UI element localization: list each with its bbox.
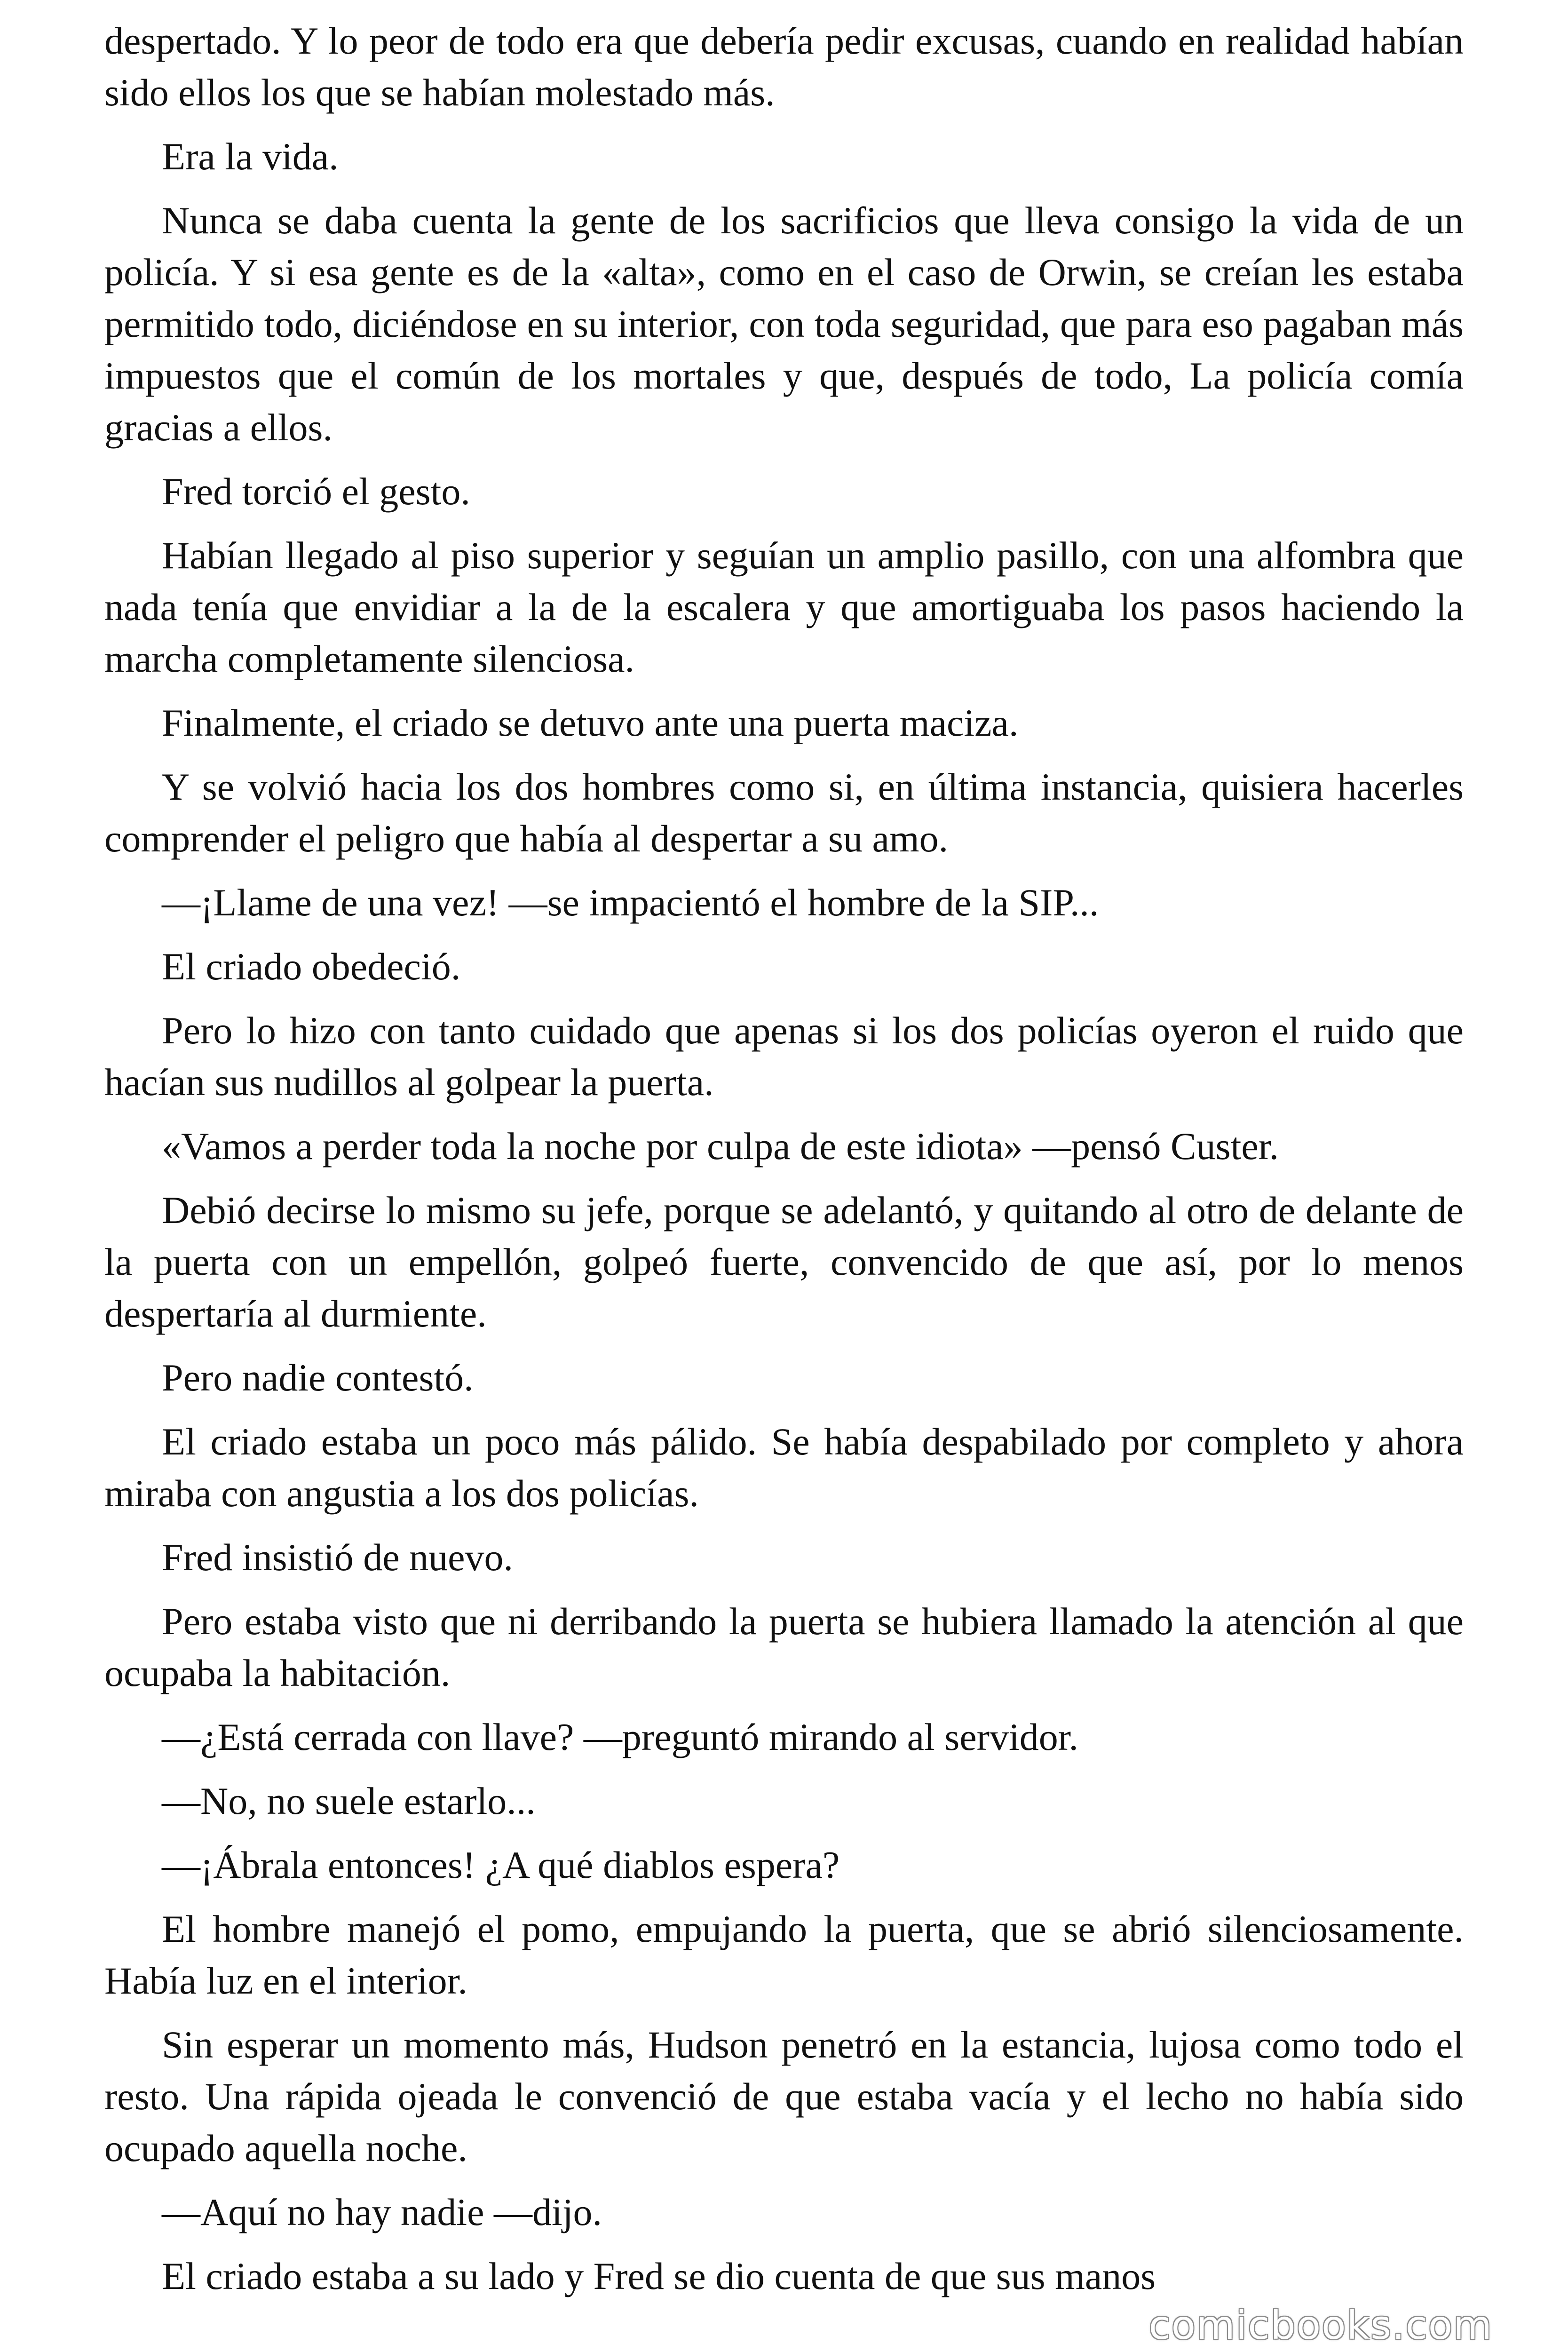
paragraph: El criado obedeció. — [162, 945, 461, 988]
paragraph: El criado estaba un poco más pálido. Se había despabilado por completo y ahora miraba con angustia a los dos policías. — [104, 1420, 1464, 1515]
paragraph: Nunca se daba cuenta la gente de los sacrificios que lleva consigo la vida de un policía. Y si esa gente es de la «alta», como en el caso de Orwin, se creían les estaba permitido todo, diciéndose en su interior, con toda seguridad, que para eso pagaban más impuestos que el común de los mortales y que, después de todo, La policía comía gracias a ellos. — [104, 199, 1464, 449]
paragraph: «Vamos a perder toda la noche por culpa de este idiota» —pensó Custer. — [162, 1125, 1279, 1168]
paragraph: Y se volvió hacia los dos hombres como si, en última instancia, quisiera hacerles comprender el peligro que había al despertar a su amo. — [104, 765, 1464, 860]
paragraph: El hombre manejó el pomo, empujando la puerta, que se abrió silenciosamente. Había luz en el interior. — [104, 1907, 1464, 2002]
paragraph: Fred torció el gesto. — [162, 470, 470, 513]
paragraph: Fred insistió de nuevo. — [162, 1536, 514, 1579]
paragraph: Debió decirse lo mismo su jefe, porque se adelantó, y quitando al otro de delante de la puerta con un empellón, golpeó fuerte, convencido de que así, por lo menos despertaría al durmiente. — [104, 1189, 1464, 1335]
paragraph: Pero lo hizo con tanto cuidado que apenas si los dos policías oyeron el ruido que hacían sus nudillos al golpear la puerta. — [104, 1009, 1464, 1104]
watermark: comicbooks.com — [1148, 2302, 1493, 2348]
paragraph: —¿Está cerrada con llave? —preguntó mirando al servidor. — [162, 1716, 1079, 1758]
paragraph: —Aquí no hay nadie —dijo. — [162, 2191, 602, 2233]
paragraph: Finalmente, el criado se detuvo ante una puerta maciza. — [162, 701, 1019, 744]
paragraph: Habían llegado al piso superior y seguían un amplio pasillo, con una alfombra que nada tenía que envidiar a la de la escalera y que amortiguaba los pasos haciendo la marcha completamente silenciosa. — [104, 534, 1464, 680]
paragraph: —No, no suele estarlo... — [162, 1780, 536, 1822]
paragraph: El criado estaba a su lado y Fred se dio cuenta de que sus manos — [162, 2255, 1156, 2297]
paragraph: Era la vida. — [162, 135, 339, 178]
paragraph: —¡Ábrala entonces! ¿A qué diablos espera? — [162, 1843, 840, 1886]
page-text — [104, 15, 1464, 2314]
paragraph: despertado. Y lo peor de todo era que debería pedir excusas, cuando en realidad habían sido ellos los que se habían molestado más. — [104, 19, 1464, 114]
paragraph: Pero estaba visto que ni derribando la puerta se hubiera llamado la atención al que ocupaba la habitación. — [104, 1600, 1464, 1694]
paragraph: —¡Llame de una vez! —se impacientó el hombre de la SIP... — [162, 881, 1099, 924]
paragraph: Pero nadie contestó. — [162, 1356, 474, 1399]
paragraph: Sin esperar un momento más, Hudson penetró en la estancia, lujosa como todo el resto. Una rápida ojeada le convenció de que estaba vacía y el lecho no había sido ocupado aquella noche. — [104, 2023, 1464, 2169]
